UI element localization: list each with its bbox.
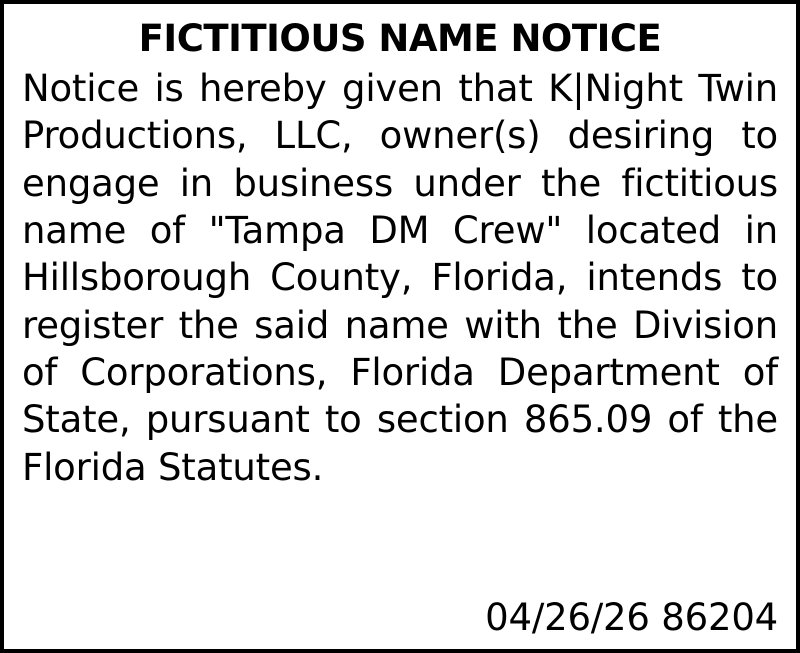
notice-date-and-reference-number: 04/26/26 86204 [485, 596, 778, 639]
notice-body-text: Notice is hereby given that K|Night Twin Productions, LLC, owner(s) desiring to engage in business under the fictitious name of "Tampa DM Crew" located in Hillsborough County, Florida, intends to register the said name with the Division of Corporations, Florida Department of State, pursuant to section 865.09 of the Florida Statutes. [22, 66, 778, 489]
notice-spacer [22, 491, 778, 590]
notice-title: FICTITIOUS NAME NOTICE [138, 17, 662, 60]
